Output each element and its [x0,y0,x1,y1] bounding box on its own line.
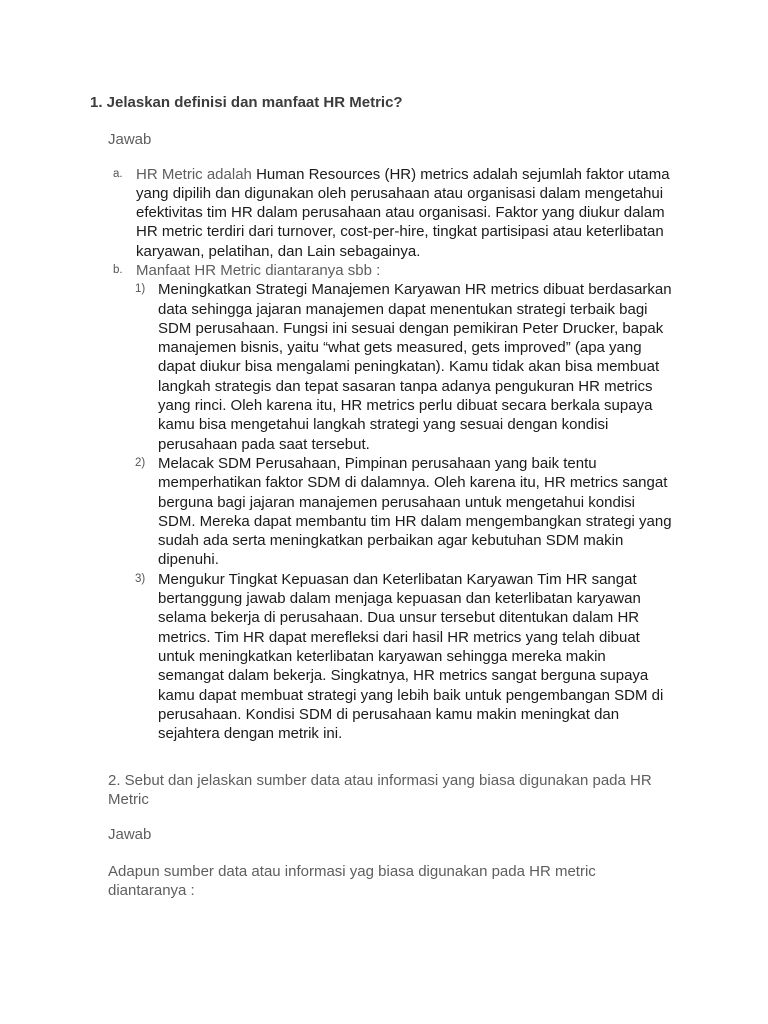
point-2-line: dipenuhi. [158,551,219,569]
point-1-line: langkah strategis dan tepat sasaran tanpa adanya pengukuran HR metrics [158,377,653,395]
answer-2-label: Jawab [108,825,152,843]
item-b-text: Manfaat HR Metric diantaranya sbb : [136,261,381,279]
point-2-line: Melacak SDM Perusahaan, Pimpinan perusahaan yang baik tentu [158,454,597,472]
point-3-line: selama bekerja di perusahaan. Dua unsur tersebut ditentukan dalam HR [158,609,640,627]
item-a-line: yang dipilih dan digunakan oleh perusahaan atau organisasi dalam mengetahui [136,184,664,202]
list-item-a [113,165,716,261]
point-1-line: kamu bisa mengetahui langkah strategi yang sesuai dengan kondisi [158,416,609,434]
item-a-line [136,165,716,184]
answer-1-label: Jawab [108,130,152,148]
point-3-line: metrics. Tim HR dapat merefleksi dari hasil HR metrics yang telah dibuat [158,628,640,646]
point-3-line: semangat dalam bekerja. Singkatnya, HR metrics sangat berguna supaya [158,667,649,685]
list-item-b [113,261,716,743]
list-marker-a: a. [113,167,123,180]
point-3-line: bertanggung jawab dalam menjaga kepuasan dan keterlibatan karyawan [158,590,641,608]
answer-2-line: diantaranya : [108,881,195,899]
point-1-line: yang rinci. Oleh karena itu, HR metrics perlu dibuat secara berkala supaya [158,397,653,415]
point-1-line: data sehingga jajaran manajemen dapat menentukan strategi terbaik bagi [158,300,648,318]
point-1-line: manajemen bisnis, yaitu “what gets measured, gets improved” (apa yang [158,339,642,357]
list-marker-b: b. [113,263,123,276]
point-3-line: perusahaan. Kondisi SDM di perusahaan kamu makin meningkat dan [158,705,620,723]
question-2-heading [108,771,652,810]
point-3-line: sejahtera dengan metrik ini. [158,725,343,743]
point-3-line: Mengukur Tingkat Kepuasan dan Keterlibatan Karyawan Tim HR sangat [158,570,637,588]
point-3-line: untuk meningkatkan keterlibatan karyawan sehingga mereka makin [158,647,606,665]
answer-2-paragraph [108,862,596,901]
item-a-line: HR metric terdiri dari turnover, cost-per-hire, tingkat partisipasi atau keterlibatan [136,223,664,241]
sub-item-2 [135,454,716,570]
sub-item-3 [135,570,716,744]
point-1-line: perusahaan pada saat tersebut. [158,435,370,453]
point-2-line: berguna bagi jajaran manajemen perusahaan untuk mengetahui kondisi [158,493,635,511]
point-3-line: kamu dapat membuat strategi yang lebih baik untuk pengembangan SDM di [158,686,664,704]
point-2-line: sudah ada serta meningkatkan perbaikan agar kebutuhan SDM makin [158,532,624,550]
question-2-line: Metric [108,790,149,808]
item-a-lead: HR Metric adalah [136,165,252,183]
item-a-line: karyawan, pelatihan, dan Lain sebagainya. [136,242,421,260]
item-a-line: efektivitas tim HR dalam perusahaan atau organisasi. Faktor yang diukur dalam [136,204,665,222]
point-2-line: memperhatikan faktor SDM di dalamnya. Oleh karena itu, HR metrics sangat [158,474,668,492]
answer-1-list [113,165,716,744]
point-1-line: SDM perusahaan. Fungsi ini sesuai dengan pemikiran Peter Drucker, bapak [158,319,664,337]
point-1-line: dapat diukur bisa mengalami peningkatan). Kamu tidak akan bisa membuat [158,358,660,376]
question-2-line: 2. Sebut dan jelaskan sumber data atau informasi yang biasa digunakan pada HR [108,771,652,789]
question-1-heading: 1. Jelaskan definisi dan manfaat HR Metric? [90,94,403,111]
point-2-line: SDM. Mereka dapat membantu tim HR dalam mengembangkan strategi yang [158,512,672,530]
sub-item-1 [135,280,716,454]
sub-marker-2: 2) [135,456,146,469]
sub-marker-1: 1) [135,283,146,296]
sub-marker-3: 3) [135,572,146,585]
answer-2-line: Adapun sumber data atau informasi yag biasa digunakan pada HR metric [108,862,596,880]
item-a-first-line-text: Human Resources (HR) metrics adalah sejumlah faktor utama [256,165,670,183]
point-1-line: Meningkatkan Strategi Manajemen Karyawan HR metrics dibuat berdasarkan [158,281,672,299]
